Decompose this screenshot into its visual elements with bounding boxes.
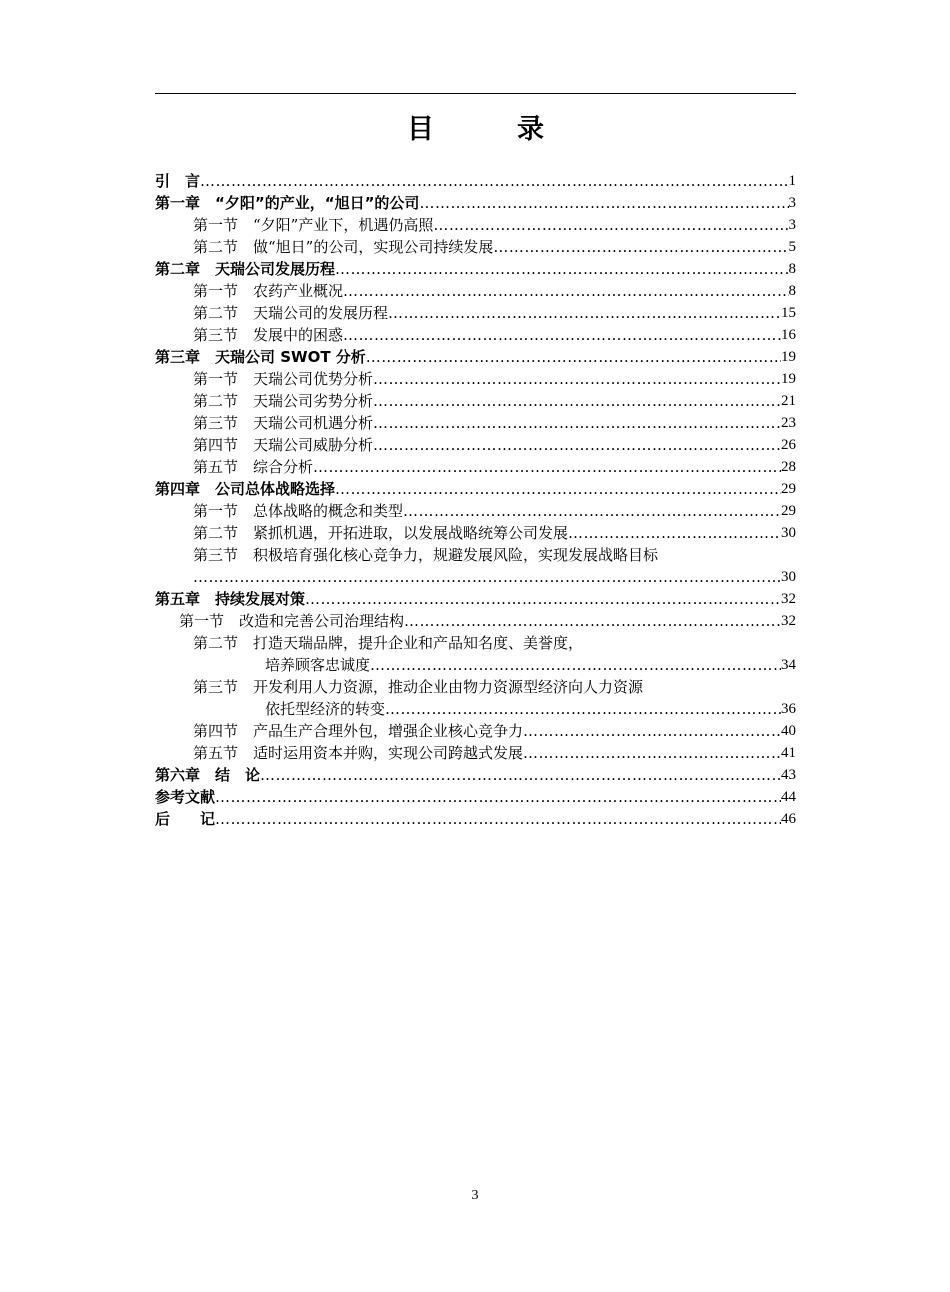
- dot-leader: [373, 412, 781, 434]
- toc-page-number: 26: [781, 437, 796, 453]
- toc-entry-label: 参考文献: [155, 788, 216, 806]
- toc-entry-continuation[interactable]: [155, 566, 796, 588]
- toc-entry-chapter-2[interactable]: [155, 258, 796, 280]
- toc-entry-section[interactable]: [155, 456, 796, 478]
- toc-entry-label: 第一节 总体战略的概念和类型: [193, 502, 404, 520]
- toc-page-number: 3: [788, 195, 796, 211]
- toc-page-number: 32: [781, 591, 796, 607]
- toc-page-number: 3: [788, 217, 796, 233]
- toc-entry-section[interactable]: [155, 522, 796, 544]
- dot-leader: [366, 346, 781, 368]
- dot-leader: [215, 808, 781, 830]
- toc-entry-continuation[interactable]: [155, 698, 796, 720]
- toc-entry-section[interactable]: [155, 720, 796, 742]
- dot-leader: [433, 214, 788, 236]
- toc-page-number: 36: [781, 701, 796, 717]
- toc-entry-chapter-5[interactable]: [155, 588, 796, 610]
- toc-entry-label: 第三节 发展中的困惑: [193, 326, 344, 344]
- toc-page-number: 30: [781, 525, 796, 541]
- toc-entry-label: 第三章 天瑞公司 SWOT 分析: [155, 348, 366, 366]
- toc-page-number: 15: [781, 305, 796, 321]
- toc-page-number: 29: [781, 481, 796, 497]
- dot-leader: [373, 434, 781, 456]
- toc-page-number: 43: [781, 767, 796, 783]
- toc-entry-label: 第三节 积极培育强化核心竞争力，规避发展风险，实现发展战略目标: [193, 546, 659, 564]
- toc-entry-chapter-4[interactable]: [155, 478, 796, 500]
- toc-entry-label: 第四节 产品生产合理外包，增强企业核心竞争力: [193, 722, 524, 740]
- toc-page-number: 23: [781, 415, 796, 431]
- toc-entry-references[interactable]: [155, 786, 796, 808]
- toc-entry-section[interactable]: [155, 500, 796, 522]
- toc-entry-section[interactable]: [155, 544, 796, 566]
- toc-entry-section[interactable]: [155, 324, 796, 346]
- toc-entry-label: 第二节 天瑞公司劣势分析: [193, 392, 374, 410]
- dot-leader: [404, 610, 781, 632]
- toc-entry-section[interactable]: [155, 412, 796, 434]
- dot-leader: [403, 500, 781, 522]
- toc-entry-chapter-3[interactable]: [155, 346, 796, 368]
- toc-entry-label: 第六章 结 论: [155, 766, 261, 784]
- toc-entry-label: 培养顾客忠诚度: [265, 656, 371, 674]
- table-of-contents: [155, 170, 796, 830]
- toc-entry-postscript[interactable]: [155, 808, 796, 830]
- dot-leader: [335, 258, 788, 280]
- dot-leader: [215, 786, 781, 808]
- toc-entry-section[interactable]: [155, 302, 796, 324]
- footer-page-number: 3: [471, 1188, 479, 1203]
- toc-page-number: 40: [781, 723, 796, 739]
- toc-entry-label: 第三节 天瑞公司机遇分析: [193, 414, 374, 432]
- dot-leader: [373, 368, 781, 390]
- toc-entry-label: 后 记: [155, 810, 216, 828]
- toc-entry-label: 第一节 改造和完善公司治理结构: [179, 612, 405, 630]
- toc-entry-section[interactable]: [155, 390, 796, 412]
- toc-entry-label: 第一节 天瑞公司优势分析: [193, 370, 374, 388]
- toc-page-number: 41: [781, 745, 796, 761]
- toc-entry-label: 第一章 “夕阳”的产业，“旭日”的公司: [155, 194, 420, 212]
- toc-entry-label: 第二章 天瑞公司发展历程: [155, 260, 336, 278]
- toc-page-number: 44: [781, 789, 796, 805]
- toc-entry-label: 依托型经济的转变: [265, 700, 386, 718]
- toc-entry-chapter-6[interactable]: [155, 764, 796, 786]
- toc-entry-section[interactable]: [155, 236, 796, 258]
- dot-leader: [523, 720, 781, 742]
- toc-entry-label: 第五节 适时运用资本并购，实现公司跨越式发展: [193, 744, 524, 762]
- dot-leader: [335, 478, 781, 500]
- dot-leader: [523, 742, 781, 764]
- toc-entry-label: 第四节 天瑞公司威胁分析: [193, 436, 374, 454]
- page-title: 目 录: [407, 114, 572, 145]
- header-rule: [155, 93, 796, 94]
- toc-page-number: 8: [788, 261, 796, 277]
- toc-entry-section[interactable]: [155, 632, 796, 654]
- dot-leader: [260, 764, 781, 786]
- toc-page-number: 16: [781, 327, 796, 343]
- dot-leader: [193, 566, 781, 588]
- toc-entry-section[interactable]: [155, 742, 796, 764]
- toc-entry-section[interactable]: [155, 434, 796, 456]
- toc-page-number: 29: [781, 503, 796, 519]
- toc-entry-label: 第二节 做“旭日”的公司，实现公司持续发展: [193, 238, 494, 256]
- toc-entry-section[interactable]: [155, 368, 796, 390]
- dot-leader: [313, 456, 781, 478]
- toc-entry-label: 第二节 紧抓机遇，开拓进取，以发展战略统筹公司发展: [193, 524, 569, 542]
- toc-entry-label: 第二节 打造天瑞品牌，提升企业和产品知名度、美誉度，: [193, 634, 584, 652]
- toc-page-number: 30: [781, 569, 796, 585]
- dot-leader: [370, 654, 781, 676]
- dot-leader: [385, 698, 781, 720]
- toc-page-number: 34: [781, 657, 796, 673]
- toc-entry-introduction[interactable]: [155, 170, 796, 192]
- dot-leader: [343, 280, 788, 302]
- toc-entry-label: 第二节 天瑞公司的发展历程: [193, 304, 389, 322]
- toc-page-number: 28: [781, 459, 796, 475]
- dot-leader: [373, 390, 781, 412]
- dot-leader: [388, 302, 781, 324]
- dot-leader: [343, 324, 781, 346]
- toc-entry-section[interactable]: [155, 214, 796, 236]
- toc-entry-section[interactable]: [155, 280, 796, 302]
- toc-page-number: 1: [788, 173, 796, 189]
- toc-entry-label: 第五节 综合分析: [193, 458, 314, 476]
- toc-page-number: 46: [781, 811, 796, 827]
- dot-leader: [200, 170, 788, 192]
- dot-leader: [493, 236, 788, 258]
- toc-page-number: 19: [781, 349, 796, 365]
- toc-page-number: 32: [781, 613, 796, 629]
- toc-page-number: 19: [781, 371, 796, 387]
- toc-entry-label: 第一节 农药产业概况: [193, 282, 344, 300]
- toc-entry-label: 第五章 持续发展对策: [155, 590, 306, 608]
- toc-entry-section[interactable]: [155, 610, 796, 632]
- toc-entry-continuation[interactable]: [155, 654, 796, 676]
- toc-entry-label: 第四章 公司总体战略选择: [155, 480, 336, 498]
- toc-page-number: 21: [781, 393, 796, 409]
- toc-entry-label: 第一节 “夕阳”产业下，机遇仍高照: [193, 216, 434, 234]
- dot-leader: [419, 192, 788, 214]
- toc-entry-chapter-1[interactable]: [155, 192, 796, 214]
- toc-entry-label: 引 言: [155, 172, 201, 190]
- dot-leader: [568, 522, 781, 544]
- toc-page-number: 8: [788, 283, 796, 299]
- dot-leader: [305, 588, 781, 610]
- toc-page-number: 5: [788, 239, 796, 255]
- toc-entry-section[interactable]: [155, 676, 796, 698]
- toc-entry-label: 第三节 开发利用人力资源，推动企业由物力资源型经济向人力资源: [193, 678, 644, 696]
